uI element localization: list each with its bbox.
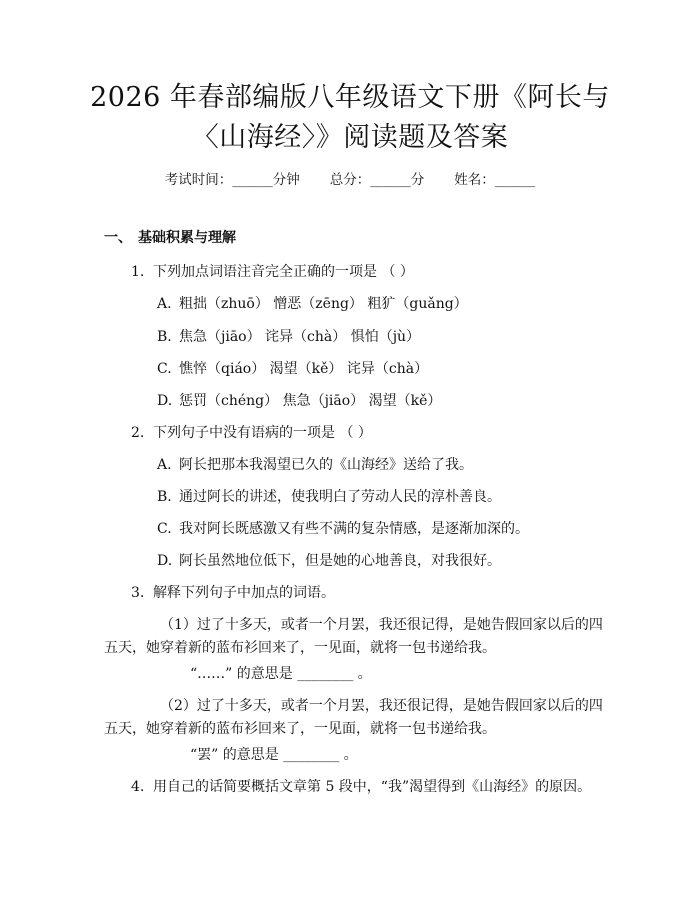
question-text: 下列加点词语注音完全正确的一项是 （ ）: [153, 264, 414, 280]
question-number: 3.: [131, 585, 145, 601]
q1-option-b: [157, 327, 420, 347]
question-3: [131, 583, 335, 603]
question-number: 1.: [131, 264, 145, 280]
q3-sub2-line2: 五天，她穿着新的蓝布衫回来了，一见面，就将一包书递给我。: [104, 721, 496, 737]
q2-option-d: [157, 551, 501, 571]
section-heading: [104, 228, 236, 248]
option-text: 焦急（jiāo） 诧异（chà） 惧怕（jù）: [179, 329, 421, 345]
q1-option-d: [157, 391, 441, 411]
question-2: [131, 423, 372, 443]
q3-sub1-line1: （1）过了十多天，或者一个月罢，我还很记得，是她告假回家以后的四: [160, 617, 603, 633]
document-title-line1: 2026 年春部编版八年级语文下册《阿长与: [90, 82, 610, 113]
q2-option-b: [157, 487, 501, 507]
question-number: 2.: [131, 425, 145, 441]
section-title: 基础积累与理解: [138, 230, 236, 246]
option-text: 憔悴（qiáo） 渴望（kě） 诧异（chà）: [179, 361, 429, 377]
option-label: A.: [157, 457, 172, 473]
option-label: A.: [157, 296, 172, 312]
q3-sub1-meaning: “……” 的意思是 ________ 。: [190, 666, 372, 682]
option-label: B.: [157, 489, 172, 505]
option-label: D.: [157, 553, 173, 569]
exam-name: 姓名：______: [454, 172, 536, 188]
q1-option-a: [157, 294, 468, 314]
option-text: 惩罚（chéng） 焦急（jiāo） 渴望（kě）: [179, 393, 442, 409]
option-label: B.: [157, 329, 172, 345]
question-number: 4.: [131, 779, 145, 795]
q3-sub2-meaning: “罢” 的意思是 ________ 。: [190, 747, 358, 763]
question-1: [131, 262, 414, 282]
document-title-line2: 〈山海经〉》阅读题及答案: [191, 122, 509, 153]
question-text: 用自己的话简要概括文章第 5 段中，“我”渴望得到《山海经》的原因。: [153, 779, 592, 795]
option-label: D.: [157, 393, 173, 409]
q2-option-a: [157, 455, 473, 475]
q3-sub2-line1: （2）过了十多天，或者一个月罢，我还很记得，是她告假回家以后的四: [160, 698, 603, 714]
option-label: C.: [157, 521, 172, 537]
option-label: C.: [157, 361, 172, 377]
exam-time: 考试时间：______分钟: [164, 172, 300, 188]
option-text: 阿长虽然地位低下，但是她的心地善良，对我很好。: [179, 553, 501, 569]
q1-option-c: [157, 359, 428, 379]
question-text: 解释下列句子中加点的词语。: [153, 585, 335, 601]
q3-sub1-line2: 五天，她穿着新的蓝布衫回来了，一见面，就将一包书递给我。: [104, 640, 496, 656]
option-text: 阿长把那本我渴望已久的《山海经》送给了我。: [179, 457, 473, 473]
option-text: 粗拙（zhuō） 憎恶（zēng） 粗犷（guǎng）: [179, 296, 468, 312]
exam-score: 总分：______分: [329, 172, 425, 188]
option-text: 我对阿长既感激又有些不满的复杂情感，是逐渐加深的。: [179, 521, 529, 537]
option-text: 通过阿长的讲述，使我明白了劳动人民的淳朴善良。: [179, 489, 501, 505]
question-text: 下列句子中没有语病的一项是 （ ）: [153, 425, 372, 441]
section-number: 一、: [104, 230, 132, 246]
q2-option-c: [157, 519, 529, 539]
exam-info: [0, 170, 700, 190]
question-4: [131, 777, 591, 797]
